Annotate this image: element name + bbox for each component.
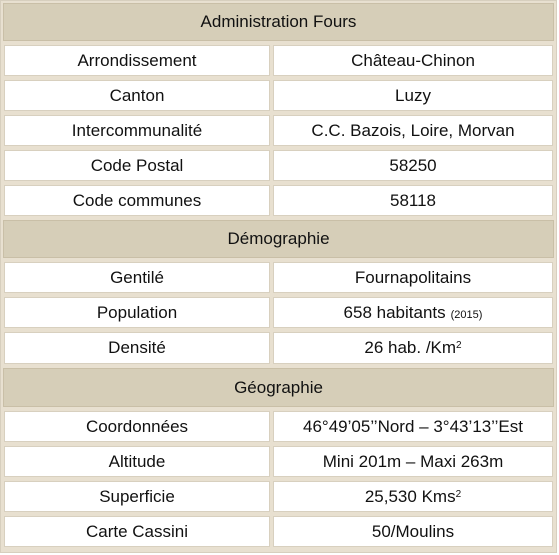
densite-label: Densité (4, 332, 270, 364)
population-year: (2015) (450, 308, 483, 321)
code-communes-label: Code communes (4, 185, 270, 216)
code-communes-value: 58118 (273, 185, 553, 216)
intercommunalite-value: C.C. Bazois, Loire, Morvan (273, 115, 553, 146)
section-title: Administration Fours (200, 12, 357, 31)
coordonnees-value: 46°49’05’’Nord – 3°43’13’’Est (273, 411, 553, 442)
section-header-demographie (3, 220, 554, 258)
gentile-value: Fournapolitains (273, 262, 553, 293)
carte-cassini-value: 50/Moulins (273, 516, 553, 547)
carte-cassini-label: Carte Cassini (4, 516, 270, 547)
section-title: Démographie (227, 229, 330, 248)
section-header-geographie (3, 368, 554, 407)
altitude-value: Mini 201m – Maxi 263m (273, 446, 553, 477)
altitude-label: Altitude (4, 446, 270, 477)
section-header-administration (3, 3, 554, 41)
superficie-value: 25,530 Kms $^2$ (273, 481, 553, 512)
section-title: Géographie (234, 377, 323, 397)
superficie-number: 25,530 Kms (364, 486, 456, 506)
superficie-label: Superficie (4, 481, 270, 512)
code-postal-value: 58250 (273, 150, 553, 181)
arrondissement-label: Arrondissement (4, 45, 270, 76)
population-value (273, 297, 553, 328)
arrondissement-value: Château-Chinon (273, 45, 553, 76)
gentile-label: Gentilé (4, 262, 270, 293)
code-postal-label: Code Postal (4, 150, 270, 181)
coordonnees-label: Coordonnées (4, 411, 270, 442)
canton-value: Luzy (273, 80, 553, 111)
densite-value: 26 hab. /Km $^2$ (273, 332, 553, 364)
population-label: Population (4, 297, 270, 328)
intercommunalite-label: Intercommunalité (4, 115, 270, 146)
population-number: 658 habitants (343, 302, 446, 322)
densite-number: 26 hab. /Km (364, 338, 457, 357)
canton-label: Canton (4, 80, 270, 111)
